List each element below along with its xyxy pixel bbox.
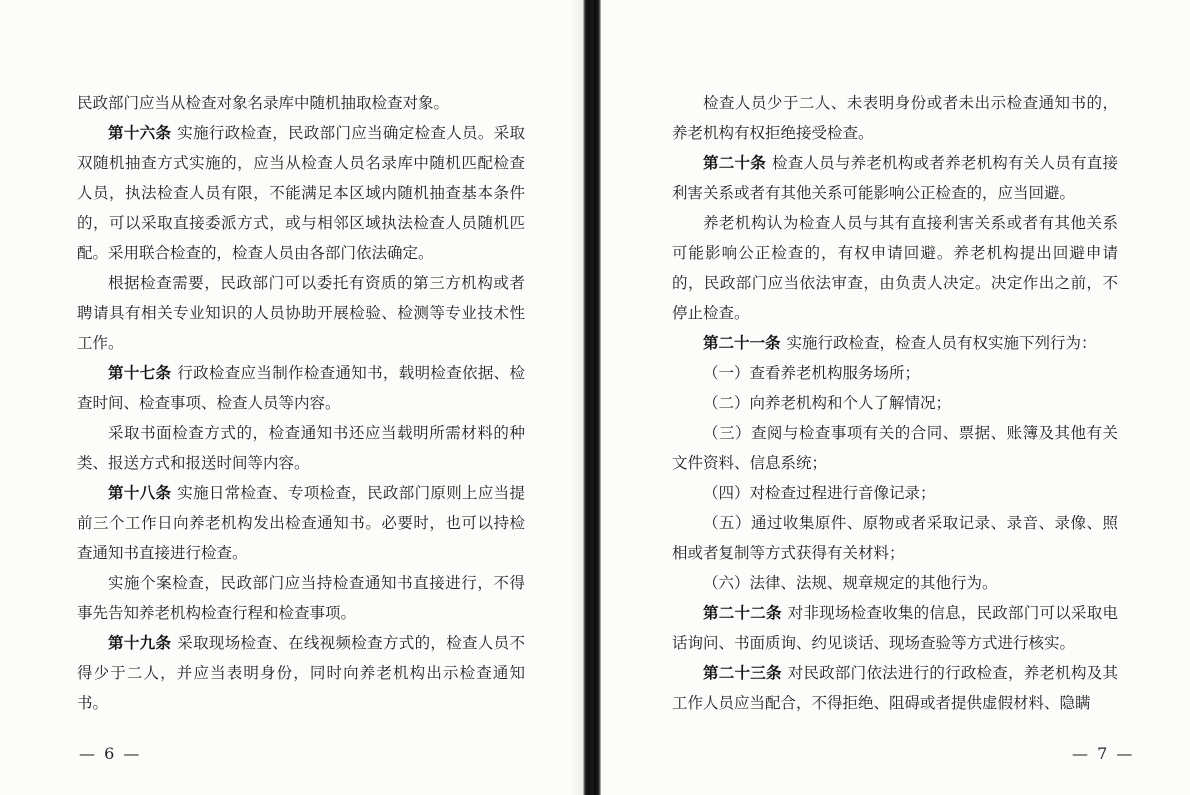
article-heading: 第十九条 xyxy=(108,633,172,652)
article-heading: 第十六条 xyxy=(108,123,172,142)
article-heading: 第二十条 xyxy=(703,153,766,172)
article-heading: 第十八条 xyxy=(108,483,172,502)
paragraph-text: 实施日常检查、专项检查，民政部门原则上应当提前三个工作日向养老机构发出检查通知书。必要时，也可以持检查通知书直接进行检查。 xyxy=(77,484,525,562)
paragraph xyxy=(672,208,1118,328)
paragraph-text: 检查人员与养老机构或者养老机构有关人员有直接利害关系或者有其他关系可能影响公正检查的，应当回避。 xyxy=(672,154,1118,202)
paragraph-text: 根据检查需要，民政部门可以委托有资质的第三方机构或者聘请具有相关专业知识的人员协助开展检验、检测等专业技术性工作。 xyxy=(77,274,525,352)
right-page xyxy=(601,0,1190,795)
paragraph xyxy=(77,358,525,418)
right-page-body xyxy=(672,88,1118,718)
paragraph xyxy=(672,568,1118,598)
paragraph-text: 民政部门应当从检查对象名录库中随机抽取检查对象。 xyxy=(77,94,450,112)
paragraph-text: （三）查阅与检查事项有关的合同、票据、账簿及其他有关文件资料、信息系统； xyxy=(672,424,1118,472)
paragraph xyxy=(77,478,525,568)
paragraph xyxy=(672,88,1118,148)
paragraph xyxy=(672,148,1118,208)
paragraph xyxy=(672,598,1118,658)
paragraph xyxy=(672,478,1118,508)
paragraph xyxy=(77,568,525,628)
paragraph-text: （二）向养老机构和个人了解情况； xyxy=(703,394,952,412)
paragraph xyxy=(672,658,1118,718)
paragraph-text: 实施行政检查，民政部门应当确定检查人员。采取双随机抽查方式实施的，应当从检查人员名录库中随机匹配检查人员，执法检查人员有限，不能满足本区域内随机抽查基本条件的，可以采取直接委派方式，或与相邻区域执法检查人员随机匹配。采用联合检查的，检查人员由各部门依法确定。 xyxy=(77,124,525,262)
paragraph-text: 实施行政检查，检查人员有权实施下列行为： xyxy=(786,334,1097,352)
paragraph xyxy=(77,118,525,268)
paragraph-text: 采取书面检查方式的，检查通知书还应当载明所需材料的种类、报送方式和报送时间等内容。 xyxy=(77,424,525,472)
paragraph-text: （六）法律、法规、规章规定的其他行为。 xyxy=(703,574,998,592)
paragraph-text: 对民政部门依法进行的行政检查，养老机构及其工作人员应当配合，不得拒绝、阻碍或者提供虚假材料、隐瞒 xyxy=(672,664,1118,712)
paragraph-text: （一）查看养老机构服务场所； xyxy=(703,364,921,382)
paragraph-text: （四）对检查过程进行音像记录； xyxy=(703,484,936,502)
article-heading: 第二十一条 xyxy=(703,333,781,352)
paragraph xyxy=(672,388,1118,418)
paragraph xyxy=(77,268,525,358)
paragraph xyxy=(672,328,1118,358)
paragraph xyxy=(77,88,525,118)
paragraph-text: 养老机构认为检查人员与其有直接利害关系或者有其他关系可能影响公正检查的，有权申请回避。养老机构提出回避申请的，民政部门应当依法审查，由负责人决定。决定作出之前，不停止检查。 xyxy=(672,214,1118,322)
paragraph-text: 检查人员少于二人、未表明身份或者未出示检查通知书的，养老机构有权拒绝接受检查。 xyxy=(672,94,1118,142)
paragraph xyxy=(77,418,525,478)
binding-gutter xyxy=(583,0,601,795)
page-number: — 6 — xyxy=(79,744,142,763)
paragraph-text: （五）通过收集原件、原物或者采取记录、录音、录像、照相或者复制等方式获得有关材料； xyxy=(672,514,1118,562)
paragraph xyxy=(672,418,1118,478)
paragraph xyxy=(672,508,1118,568)
paragraph-text: 对非现场检查收集的信息，民政部门可以采取电话询问、书面质询、约见谈话、现场查验等方式进行核实。 xyxy=(672,604,1118,652)
left-page-body xyxy=(77,88,525,718)
article-heading: 第十七条 xyxy=(108,363,172,382)
paragraph xyxy=(672,358,1118,388)
paragraph-text: 采取现场检查、在线视频检查方式的，检查人员不得少于二人，并应当表明身份，同时向养老机构出示检查通知书。 xyxy=(77,634,525,712)
article-heading: 第二十二条 xyxy=(703,603,782,622)
gutter-shadow xyxy=(570,0,583,795)
paragraph-text: 实施个案检查，民政部门应当持检查通知书直接进行，不得事先告知养老机构检查行程和检查事项。 xyxy=(77,574,525,622)
article-heading: 第二十三条 xyxy=(703,663,782,682)
paragraph-text: 行政检查应当制作检查通知书，载明检查依据、检查时间、检查事项、检查人员等内容。 xyxy=(77,364,525,412)
left-page xyxy=(0,0,583,795)
paragraph xyxy=(77,628,525,718)
page-number: — 7 — xyxy=(1072,744,1135,763)
